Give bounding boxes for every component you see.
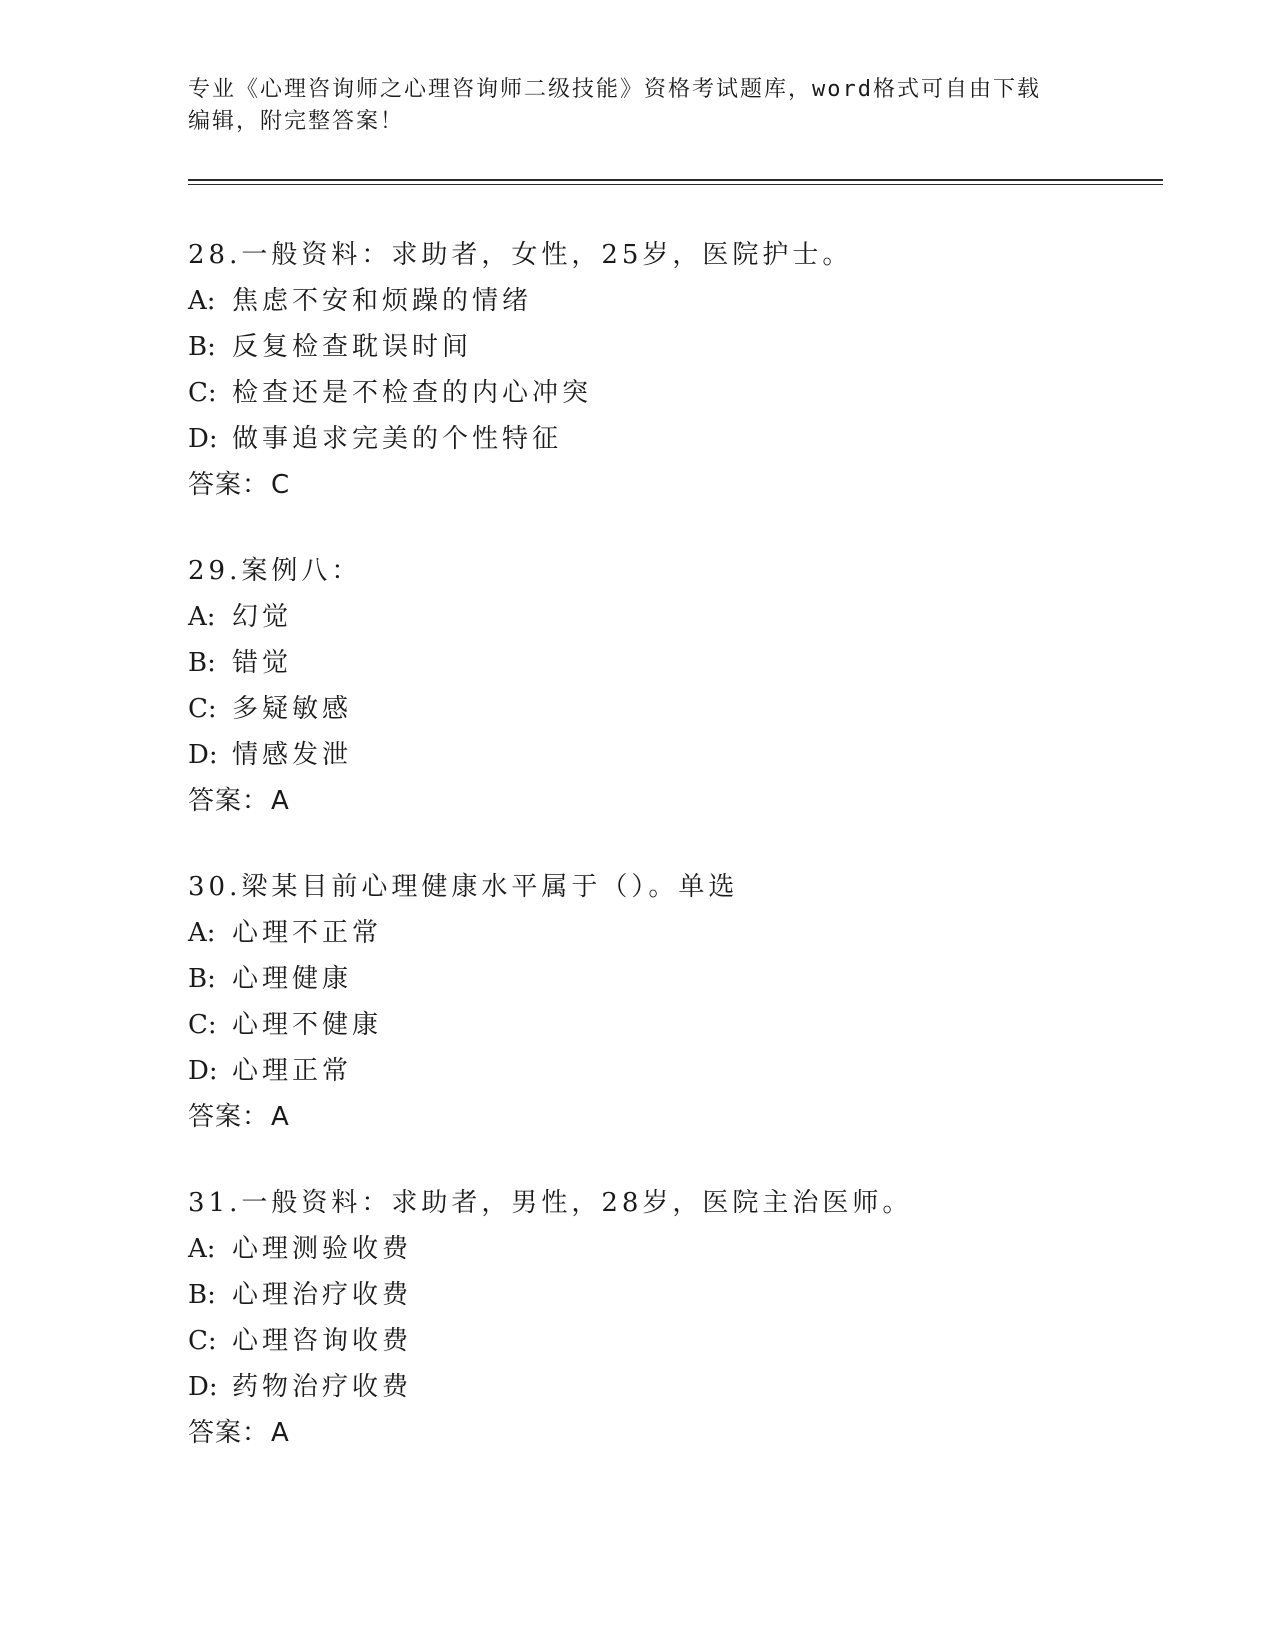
question-29	[188, 556, 1138, 832]
question-28	[188, 240, 1138, 516]
option-text: 心理健康	[232, 964, 353, 994]
option-letter: C:	[188, 1010, 217, 1040]
option-letter: B:	[188, 1280, 216, 1310]
option-c	[188, 1010, 1138, 1056]
option-b	[188, 964, 1138, 1010]
option-c	[188, 1326, 1138, 1372]
option-text: 心理咨询收费	[232, 1326, 413, 1356]
option-a	[188, 918, 1138, 964]
option-text: 错觉	[232, 648, 293, 678]
document-header	[188, 74, 1088, 138]
answer-line	[188, 470, 1138, 516]
option-text: 做事追求完美的个性特征	[232, 424, 563, 454]
option-letter: C:	[188, 694, 217, 724]
option-letter: A:	[188, 1234, 216, 1264]
option-text: 幻觉	[232, 602, 293, 632]
option-text: 心理治疗收费	[232, 1280, 413, 1310]
option-a	[188, 286, 1138, 332]
option-text: 药物治疗收费	[232, 1372, 413, 1402]
option-d	[188, 424, 1138, 470]
answer-value: A	[271, 1102, 290, 1132]
option-text: 情感发泄	[232, 740, 353, 770]
option-text: 反复检查耽误时间	[232, 332, 473, 362]
option-text: 心理测验收费	[232, 1234, 413, 1264]
option-text: 心理不正常	[232, 918, 383, 948]
option-letter: B:	[188, 332, 216, 362]
option-letter: D:	[188, 1056, 218, 1086]
answer-label: 答案：	[188, 1418, 270, 1448]
option-letter: B:	[188, 964, 216, 994]
option-c	[188, 378, 1138, 424]
question-30	[188, 872, 1138, 1148]
option-d	[188, 1372, 1138, 1418]
question-title: 28.一般资料：求助者，女性，25岁，医院护士。	[188, 240, 853, 270]
question-31	[188, 1188, 1138, 1464]
option-c	[188, 694, 1138, 740]
header-line-2: 编辑，附完整答案！	[188, 109, 405, 134]
option-a	[188, 1234, 1138, 1280]
answer-line	[188, 1102, 1138, 1148]
option-d	[188, 1056, 1138, 1102]
answer-value: C	[271, 470, 291, 500]
answer-label: 答案：	[188, 786, 270, 816]
header-line-1: 专业《心理咨询师之心理咨询师二级技能》资格考试题库，word格式可自由下载	[188, 77, 1041, 102]
option-b	[188, 648, 1138, 694]
option-a	[188, 602, 1138, 648]
option-letter: B:	[188, 648, 216, 678]
option-letter: D:	[188, 424, 218, 454]
option-letter: A:	[188, 286, 216, 316]
answer-line	[188, 1418, 1138, 1464]
option-letter: D:	[188, 1372, 218, 1402]
header-divider-thick	[188, 179, 1163, 181]
header-divider-thin	[188, 184, 1163, 185]
question-title: 29.案例八：	[188, 556, 362, 586]
option-letter: C:	[188, 378, 217, 408]
answer-value: A	[271, 1418, 290, 1448]
option-letter: A:	[188, 918, 216, 948]
option-letter: D:	[188, 740, 218, 770]
option-letter: C:	[188, 1326, 217, 1356]
option-d	[188, 740, 1138, 786]
question-title: 31.一般资料：求助者，男性，28岁，医院主治医师。	[188, 1188, 913, 1218]
option-text: 心理正常	[232, 1056, 353, 1086]
answer-line	[188, 786, 1138, 832]
answer-label: 答案：	[188, 1102, 270, 1132]
answer-value: A	[271, 786, 290, 816]
option-letter: A:	[188, 602, 216, 632]
option-text: 心理不健康	[232, 1010, 383, 1040]
option-text: 焦虑不安和烦躁的情绪	[232, 286, 533, 316]
option-text: 多疑敏感	[232, 694, 353, 724]
answer-label: 答案：	[188, 470, 270, 500]
question-title: 30.梁某目前心理健康水平属于（）。单选	[188, 872, 739, 902]
option-b	[188, 332, 1138, 378]
option-b	[188, 1280, 1138, 1326]
option-text: 检查还是不检查的内心冲突	[232, 378, 593, 408]
